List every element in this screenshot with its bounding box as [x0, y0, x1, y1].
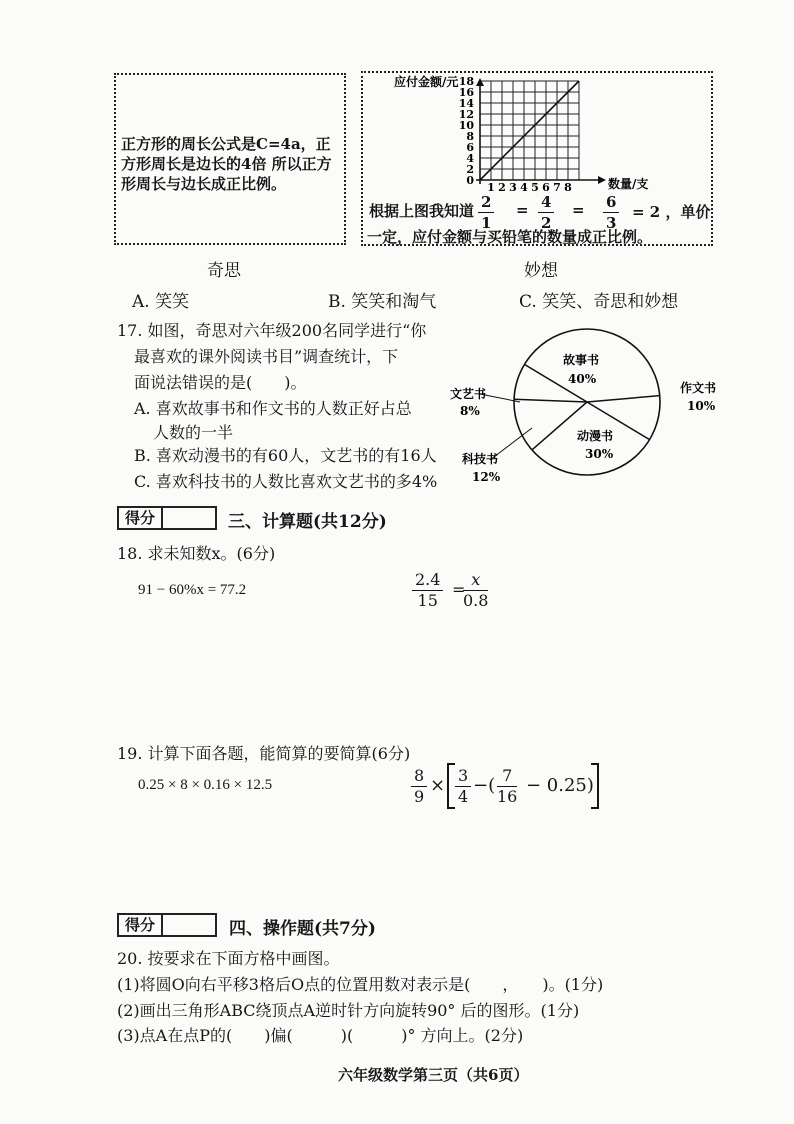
q20-part2: (2)画出三角形ABC绕顶点A逆时针方向旋转90° 后的图形。(1分) [117, 1001, 580, 1020]
owner-miaoxiang: 妙想 [524, 261, 558, 281]
q18-fraction-right [463, 570, 488, 611]
q17-stem-line1: 17. 如图，奇思对六年级200名同学进行“你 [117, 321, 427, 340]
equals-sign: = [572, 201, 585, 219]
q19-stem: 19. 计算下面各题，能简算的要简算(6分) [117, 744, 411, 763]
q19-fraction-8-9 [411, 766, 427, 807]
qisi-statement: 正方形的周长公式是C=4a，正方形周长是边长的4倍 所以正方形周长与边长成正比例。 [121, 135, 332, 193]
minus-025-paren: − 0.25) [526, 775, 594, 796]
section3-title: 三、计算题(共12分) [228, 512, 387, 532]
q17-stem-line2: 最喜欢的课外阅读书目”调查统计，下 [134, 347, 399, 366]
y-tick-label: 8 [466, 130, 474, 143]
equals-sign: = [452, 580, 466, 599]
score-box-section3[interactable] [117, 506, 217, 530]
y-tick-label: 10 [458, 119, 474, 132]
x-tick-label: 2 [498, 181, 506, 194]
y-tick-label: 0 [466, 174, 474, 187]
option-a: A. 笑笑 [132, 292, 190, 312]
x-tick-label: 3 [509, 181, 517, 194]
pie-label-writing: 作文书 [680, 381, 717, 395]
y-tick-label: 18 [458, 75, 474, 88]
y-tick-label: 12 [458, 108, 474, 121]
left-bracket [447, 763, 455, 809]
q20-stem: 20. 按要求在下面方格中画图。 [117, 949, 340, 968]
q18-fraction-left [412, 570, 443, 611]
score-label: 得分 [119, 508, 163, 528]
fraction-numerator: 4 [538, 192, 554, 213]
minus-paren: −( [473, 775, 496, 796]
pie-slice-1-edge [587, 396, 660, 402]
conclusion-line-2: 一定，应付金额与买铅笔的数量成正比例。 [367, 228, 653, 246]
fraction-numerator: 2.4 [412, 570, 443, 591]
pie-label-story-pct: 40% [568, 372, 597, 386]
q17-option-a-line1: A. 喜欢故事书和作文书的人数正好占总 [134, 399, 412, 418]
fraction-numerator: 8 [411, 766, 427, 787]
y-tick-label: 16 [458, 86, 474, 99]
option-c: C. 笑笑、奇思和妙想 [519, 292, 679, 312]
pie-label-literature-pct: 8% [460, 404, 480, 418]
price-quantity-graph [362, 72, 712, 197]
proportional-line [480, 81, 579, 180]
y-tick-label: 4 [466, 152, 474, 165]
page-footer: 六年级数学第三页（共6页） [338, 1066, 529, 1084]
fraction-denominator: 1 [481, 214, 492, 232]
y-tick-label: 6 [466, 141, 474, 154]
x-tick-label: 8 [564, 181, 572, 194]
graph-ylabel: 应付金额/元 [394, 75, 459, 89]
fraction-numerator: 7 [497, 766, 517, 787]
fraction-numerator: 3 [455, 766, 471, 787]
x-tick-label: 5 [531, 181, 539, 194]
owner-qisi: 奇思 [207, 261, 241, 281]
section4-title: 四、操作题(共7分) [229, 919, 376, 939]
fraction-numerator: 2 [478, 192, 494, 213]
equals-sign: = [516, 201, 529, 219]
fraction-numerator: 6 [603, 192, 619, 213]
equals-two-unit-price: = 2 ，单价 [632, 203, 711, 221]
q19-fraction-7-16 [497, 766, 517, 807]
x-tick-label: 6 [542, 181, 550, 194]
pie-label-science-pct: 12% [472, 470, 501, 484]
q18-equation-1: 91 − 60%x = 77.2 [138, 582, 247, 598]
x-axis-arrow [598, 176, 606, 184]
q17-option-b: B. 喜欢动漫书的有60人，文艺书的有16人 [134, 446, 437, 465]
y-tick-label: 2 [466, 163, 474, 176]
q17-stem-line3: 面说法错误的是( )。 [134, 373, 307, 392]
graph-xticks [487, 181, 572, 194]
pie-label-story: 故事书 [563, 353, 600, 367]
x-tick-label: 1 [487, 181, 495, 194]
pie-label-literature: 文艺书 [450, 387, 487, 401]
graph-grid [476, 78, 606, 184]
fraction-denominator: 0.8 [463, 591, 489, 610]
pie-group [480, 329, 660, 475]
option-b: B. 笑笑和淘气 [328, 292, 437, 312]
q19-expression-1: 0.25 × 8 × 0.16 × 12.5 [138, 777, 273, 793]
y-axis-arrow [476, 78, 484, 86]
q18-stem: 18. 求未知数x。(6分) [117, 544, 276, 563]
conclusion-prefix: 根据上图我知道 [369, 202, 475, 220]
fraction-denominator: 2 [541, 214, 552, 232]
score-label: 得分 [119, 915, 163, 935]
q17-option-a-line2: 人数的一半 [153, 423, 234, 442]
fraction-denominator: 4 [458, 787, 469, 806]
fraction-denominator: 16 [497, 787, 518, 806]
right-bracket [591, 763, 599, 809]
q19-fraction-3-4 [455, 766, 471, 807]
fraction-denominator: 9 [414, 787, 425, 806]
pie-label-writing-pct: 10% [687, 399, 716, 413]
graph-yticks [459, 75, 475, 187]
y-tick-label: 14 [458, 97, 474, 110]
pie-slice-4-edge [514, 399, 587, 402]
pie-label-science: 科技书 [462, 452, 499, 466]
q20-part3: (3)点A在点P的( )偏( )( )° 方向上。(2分) [117, 1026, 524, 1045]
pie-label-comic-pct: 30% [585, 447, 614, 461]
times-sign: × [430, 775, 446, 796]
q20-part1: (1)将圆O向右平移3格后O点的位置用数对表示是( ， )。(1分) [117, 975, 604, 994]
x-tick-label: 4 [520, 181, 528, 194]
fraction-denominator: 15 [417, 591, 438, 610]
fraction-denominator: 3 [606, 214, 617, 232]
graph-xlabel: 数量/支 [608, 177, 649, 191]
q17-option-c: C. 喜欢科技书的人数比喜欢文艺书的多4% [134, 472, 438, 491]
pie-label-comic: 动漫书 [577, 429, 614, 443]
x-tick-label: 7 [553, 181, 561, 194]
score-box-section4[interactable] [117, 913, 217, 937]
fraction-numerator: x [463, 570, 488, 591]
reading-survey-pie-chart [440, 310, 740, 500]
